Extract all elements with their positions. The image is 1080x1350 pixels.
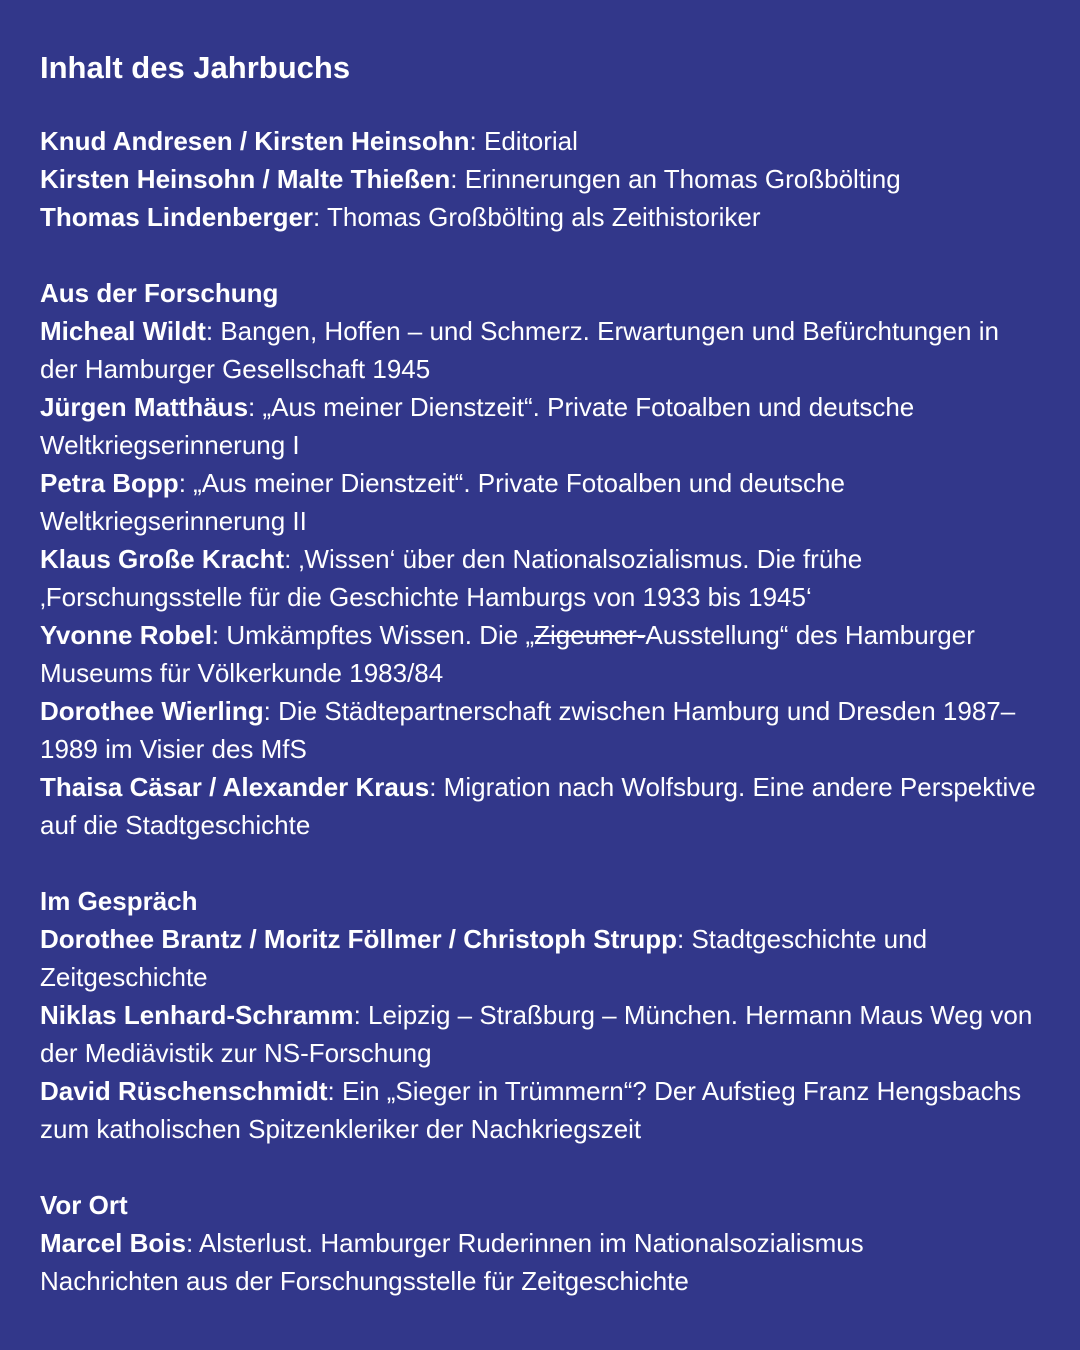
toc-entry bbox=[40, 996, 1040, 1072]
entry-separator: : bbox=[469, 126, 484, 156]
entry-separator: : bbox=[248, 392, 263, 422]
entry-author: Knud Andresen / Kirsten Heinsohn bbox=[40, 126, 470, 156]
entry-title: Erinnerungen an Thomas Großbölting bbox=[464, 164, 901, 194]
entry-title: Ein „Sieger in Trümmern“? Der Aufstieg Franz Hengsbachs zum katholischen Spitzenkleriker der Nachkriegszeit bbox=[40, 1076, 1022, 1144]
entry-title: Die Städtepartnerschaft zwischen Hamburg und Dresden 1987–1989 im Visier des MfS bbox=[40, 696, 1016, 764]
entry-author: Marcel Bois bbox=[40, 1228, 186, 1258]
entry-author: Dorothee Wierling bbox=[40, 696, 264, 726]
vor-ort-section bbox=[40, 1186, 1040, 1300]
toc-entry bbox=[40, 1224, 1040, 1262]
entry-title-start: Umkämpftes Wissen. Die „ bbox=[226, 620, 535, 650]
toc-entry bbox=[40, 1072, 1040, 1148]
entry-author: Jürgen Matthäus bbox=[40, 392, 249, 422]
toc-entry bbox=[40, 122, 1040, 160]
entry-title: „Aus meiner Dienstzeit“. Private Fotoalben und deutsche Weltkriegserinnerung II bbox=[40, 468, 845, 536]
toc-entry bbox=[40, 540, 1040, 616]
entry-author: Kirsten Heinsohn / Malte Thießen bbox=[40, 164, 451, 194]
intro-section bbox=[40, 122, 1040, 236]
entry-author: Thomas Lindenberger bbox=[40, 202, 314, 232]
entry-title-end: Ausstellung“ des Hamburger Museums für Völkerkunde 1983/84 bbox=[40, 620, 975, 688]
entry-author: Petra Bopp bbox=[40, 468, 179, 498]
toc-entry bbox=[40, 692, 1040, 768]
entry-author: Klaus Große Kracht bbox=[40, 544, 285, 574]
entry-title: ‚Wissen‘ über den Nationalsozialismus. Die frühe ‚Forschungsstelle für die Geschichte Hamburgs von 1933 bis 1945‘ bbox=[40, 544, 863, 612]
entry-separator: : bbox=[327, 1076, 342, 1106]
toc-entry bbox=[40, 388, 1040, 464]
forschung-section bbox=[40, 274, 1040, 844]
entry-title: Editorial bbox=[483, 126, 578, 156]
entry-separator: : bbox=[677, 924, 692, 954]
section-heading: Vor Ort bbox=[40, 1190, 128, 1220]
entry-separator: : bbox=[178, 468, 194, 498]
entry-title: „Aus meiner Dienstzeit“. Private Fotoalben und deutsche Weltkriegserinnerung I bbox=[40, 392, 915, 460]
entry-separator: : bbox=[211, 620, 227, 650]
entry-author: Thaisa Cäsar / Alexander Kraus bbox=[40, 772, 430, 802]
section-heading: Aus der Forschung bbox=[40, 278, 279, 308]
section-heading: Im Gespräch bbox=[40, 886, 198, 916]
entry-separator: : bbox=[284, 544, 299, 574]
toc-entry bbox=[40, 920, 1040, 996]
entry-author: David Rüschenschmidt bbox=[40, 1076, 328, 1106]
entry-title: Stadtgeschichte und Zeitgeschichte bbox=[40, 924, 928, 992]
entry-separator: : bbox=[450, 164, 465, 194]
entry-title: Thomas Großbölting als Zeithistoriker bbox=[327, 202, 761, 232]
entry-author: Niklas Lenhard-Schramm bbox=[40, 1000, 354, 1030]
entry-title: Leipzig – Straßburg – München. Hermann Maus Weg von der Mediävistik zur NS-Forschung bbox=[40, 1000, 1033, 1068]
entry-author: Micheal Wildt bbox=[40, 316, 206, 346]
entry-separator: : bbox=[429, 772, 444, 802]
entry-separator: : bbox=[185, 1228, 199, 1258]
toc-entry bbox=[40, 768, 1040, 844]
toc-entry bbox=[40, 160, 1040, 198]
entry-separator: : bbox=[313, 202, 328, 232]
entry-title: Alsterlust. Hamburger Ruderinnen im Nationalsozialismus bbox=[198, 1228, 864, 1258]
toc-entry bbox=[40, 616, 1040, 692]
entry-separator: : bbox=[353, 1000, 369, 1030]
toc-entry bbox=[40, 198, 1040, 236]
closing-note: Nachrichten aus der Forschungsstelle für Zeitgeschichte bbox=[40, 1266, 689, 1296]
entry-separator: : bbox=[263, 696, 279, 726]
page-title: Inhalt des Jahrbuchs bbox=[40, 50, 351, 85]
entry-author: Yvonne Robel bbox=[40, 620, 212, 650]
entry-title: Migration nach Wolfsburg. Eine andere Perspektive auf die Stadtgeschichte bbox=[40, 772, 1036, 840]
gespraech-section bbox=[40, 882, 1040, 1148]
toc-entry bbox=[40, 312, 1040, 388]
entry-separator: : bbox=[205, 316, 221, 346]
entry-title: Bangen, Hoffen – und Schmerz. Erwartungen und Befürchtungen in der Hamburger Gesellschaft 1945 bbox=[40, 316, 999, 384]
struck-word: Zigeuner- bbox=[534, 620, 646, 650]
toc-entry bbox=[40, 464, 1040, 540]
entry-author: Dorothee Brantz / Moritz Föllmer / Christoph Strupp bbox=[40, 924, 677, 954]
